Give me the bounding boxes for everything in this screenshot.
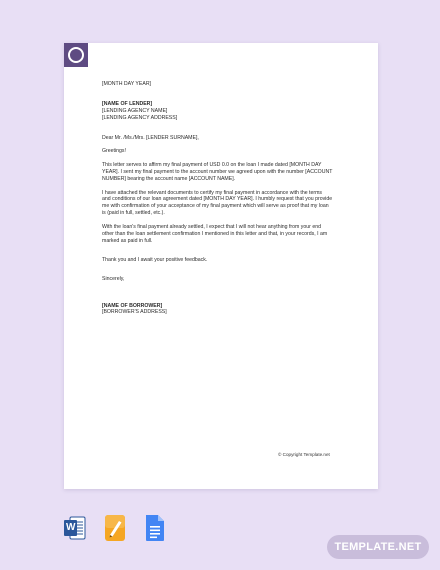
paragraph-2 [102,190,342,218]
paragraph-line: With the loan's final payment already settled, I expect that I will not hear anything from your end [102,223,321,230]
paragraph-3 [102,224,342,245]
template-net-logo[interactable] [327,535,429,559]
letter-body [102,81,342,316]
letter-page [64,43,378,489]
word-icon-letter: W [66,522,76,533]
closing-line: Thank you and I await your positive feedback. [102,256,208,263]
lending-agency-name: [LENDING AGENCY NAME] [102,107,168,114]
brand-text: TEMPLATE.NET [334,541,422,553]
letter-date: [MONTH DAY YEAR] [102,81,152,87]
paragraph-line: other than the loan settlement confirmation I mentioned in this letter and that, in your records, I am [102,230,328,237]
borrower-name: [NAME OF BORROWER] [102,302,163,309]
lending-agency-address: [LENDING AGENCY ADDRESS] [102,114,178,121]
paragraph-line: I have attached the relevant documents to certify my final payment in accordance with the terms [102,189,323,196]
google-docs-icon[interactable] [144,514,166,542]
copyright-text: © Copyright Template.net [278,452,330,457]
pages-icon[interactable] [104,514,126,542]
borrower-address: [BORROWER'S ADDRESS] [102,309,167,316]
ring-icon [68,47,84,63]
greeting: Greetings! [102,148,126,155]
paragraph-line: and conditions of our loan agreement dated [MONTH DAY YEAR]. I humbly request that you provide [102,196,333,203]
paragraph-line: marked as paid in full. [102,237,153,244]
lender-name: [NAME OF LENDER] [102,100,153,107]
paragraph-line: This letter serves to affirm my final payment of USD 0.0 on the loan I made dated [MONTH DAY [102,162,322,169]
paragraph-line: me with confirmation of your acceptance of my final payment which will serve as proof that my loan [102,203,329,210]
paragraph-line: is (paid in full, settled, etc.). [102,210,165,217]
corner-badge [64,43,88,67]
paragraph-line: NUMBER] bearing the account name [ACCOUNT NAME]. [102,175,236,182]
sign-off: Sincerely, [102,275,125,282]
paragraph-line: YEAR]. I sent my final payment to the account number we agreed upon with the number [ACCOUNT [102,168,333,175]
salutation: Dear Mr. /Ms./Mrs. [LENDER SURNAME], [102,134,199,141]
word-icon[interactable] [64,514,86,542]
paragraph-1 [102,162,342,183]
